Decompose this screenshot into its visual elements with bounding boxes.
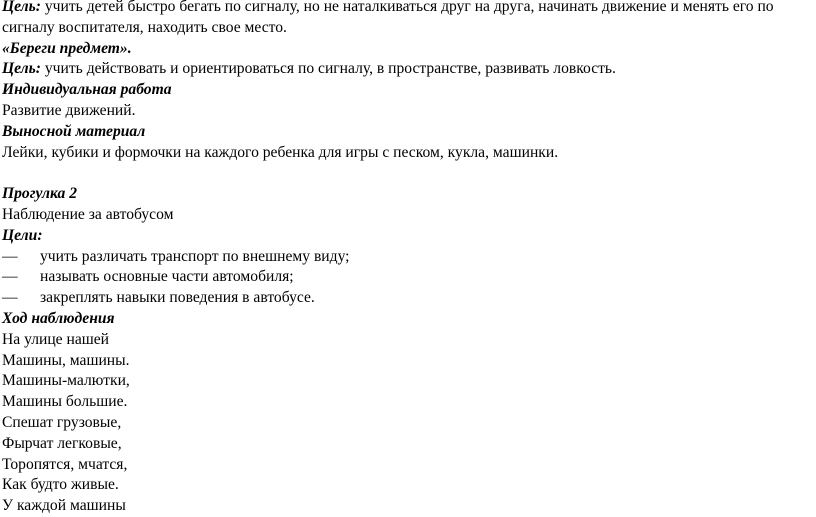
poem-line: Машины большие. (2, 393, 128, 411)
goal-label: Цель: (2, 0, 41, 15)
blank-line (2, 163, 814, 184)
game-title: «Береги предмет». (2, 39, 132, 57)
poem-line: Как будто живые. (2, 476, 119, 494)
goal-item-text: учить различать транспорт по внешнему виду; (40, 247, 350, 265)
outdoor-material-text: Лейки, кубики и формочки на каждого ребенка для игры с песком, кукла, машинки. (2, 143, 559, 161)
poem-line: Машины, машины. (2, 351, 130, 369)
goal-paragraph-1 (2, 0, 814, 39)
goal-paragraph-2 (2, 59, 814, 80)
walk-subtitle: Наблюдение за автобусом (2, 205, 174, 223)
poem-line: Торопятся, мчатся, (2, 455, 128, 473)
poem-line: Фырчат легковые, (2, 434, 122, 452)
goals-heading: Цели: (2, 226, 43, 244)
goal-item-text: называть основные части автомобиля; (40, 268, 294, 286)
poem-line: На улице нашей (2, 330, 110, 348)
observation-heading: Ход наблюдения (2, 309, 115, 327)
goal-label: Цель: (2, 60, 41, 78)
poem-line: У каждой машины (2, 497, 126, 515)
outdoor-material-heading: Выносной материал (2, 122, 146, 140)
dash-marker: — (2, 268, 18, 286)
individual-work-heading: Индивидуальная работа (2, 81, 172, 99)
goal-item-text: закреплять навыки поведения в автобусе. (40, 289, 315, 307)
goal-list-item (2, 267, 814, 288)
individual-work-text: Развитие движений. (2, 101, 136, 119)
goal-list-item (2, 247, 814, 268)
goal-text: учить детей быстро бегать по сигналу, но не наталкиваться друг на друга, начинать движение и менять его по сигналу воспитателя, находить свое место. (2, 0, 774, 36)
goal-text: учить действовать и ориентироваться по сигналу, в пространстве, развивать ловкость. (40, 60, 616, 78)
dash-marker: — (2, 289, 18, 307)
poem-line: Машины-малютки, (2, 372, 130, 390)
poem-line: Спешат грузовые, (2, 413, 122, 431)
walk-heading: Прогулка 2 (2, 185, 77, 203)
goal-list-item (2, 288, 814, 309)
dash-marker: — (2, 247, 18, 265)
document-page (2, 0, 814, 517)
